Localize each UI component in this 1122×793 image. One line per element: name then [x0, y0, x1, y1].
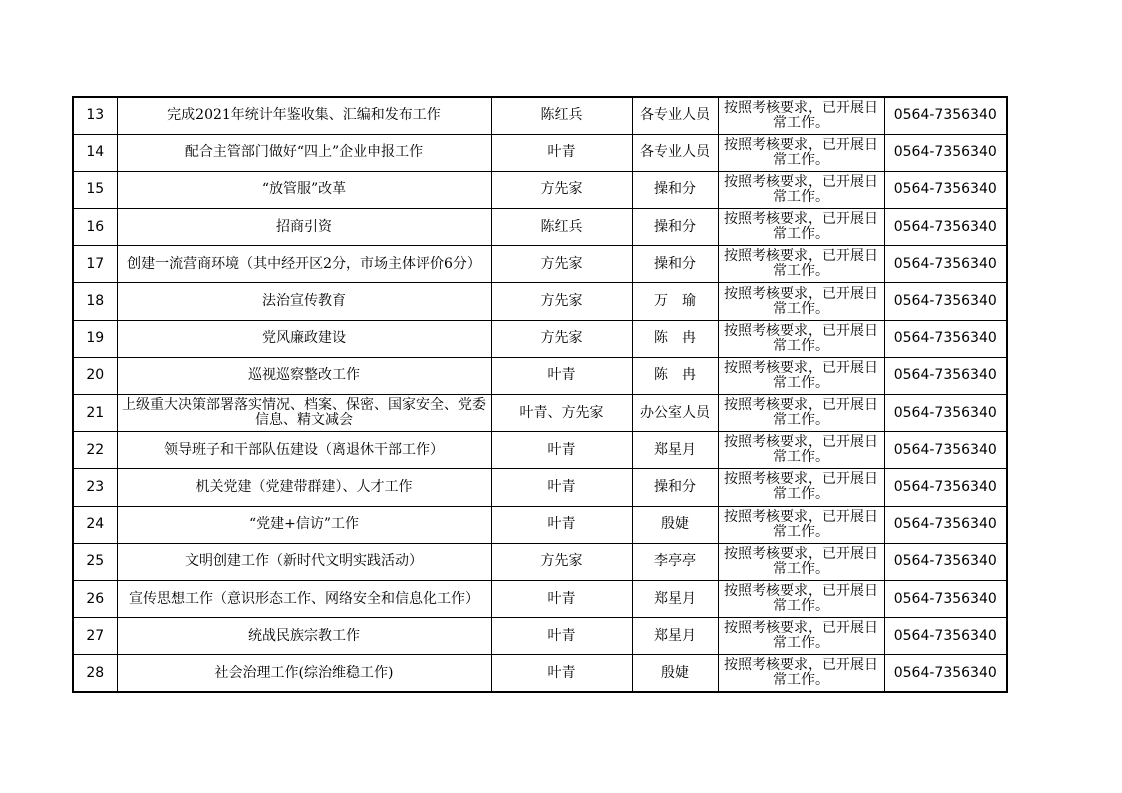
- progress-status: 按照考核要求，已开展日常工作。: [718, 283, 884, 320]
- contact-phone: 0564-7356340: [884, 395, 1007, 432]
- contact-phone: 0564-7356340: [884, 655, 1007, 692]
- table-row: [73, 432, 1007, 469]
- progress-status: 按照考核要求，已开展日常工作。: [718, 580, 884, 617]
- row-number: 17: [73, 246, 117, 283]
- task-name: 巡视巡察整改工作: [117, 357, 491, 394]
- responsible-person: 操和分: [632, 209, 718, 246]
- table-row: [73, 283, 1007, 320]
- task-table: [72, 96, 1008, 693]
- contact-phone: 0564-7356340: [884, 580, 1007, 617]
- task-name: 领导班子和干部队伍建设（离退休干部工作）: [117, 432, 491, 469]
- row-number: 23: [73, 469, 117, 506]
- lead-person: 叶青: [491, 506, 632, 543]
- lead-person: 叶青: [491, 655, 632, 692]
- responsible-person: 万 瑜: [632, 283, 718, 320]
- responsible-person: 殷婕: [632, 506, 718, 543]
- row-number: 26: [73, 580, 117, 617]
- progress-status: 按照考核要求，已开展日常工作。: [718, 171, 884, 208]
- progress-status: 按照考核要求，已开展日常工作。: [718, 655, 884, 692]
- lead-person: 方先家: [491, 543, 632, 580]
- contact-phone: 0564-7356340: [884, 171, 1007, 208]
- contact-phone: 0564-7356340: [884, 209, 1007, 246]
- progress-status: 按照考核要求，已开展日常工作。: [718, 506, 884, 543]
- contact-phone: 0564-7356340: [884, 246, 1007, 283]
- task-name: 上级重大决策部署落实情况、档案、保密、国家安全、党委信息、精文减会: [117, 395, 491, 432]
- table-row: [73, 580, 1007, 617]
- table-row: [73, 320, 1007, 357]
- lead-person: 叶青: [491, 432, 632, 469]
- contact-phone: 0564-7356340: [884, 320, 1007, 357]
- progress-status: 按照考核要求，已开展日常工作。: [718, 246, 884, 283]
- row-number: 25: [73, 543, 117, 580]
- task-name: “放管服”改革: [117, 171, 491, 208]
- responsible-person: 郑星月: [632, 580, 718, 617]
- task-name: 党风廉政建设: [117, 320, 491, 357]
- task-name: “党建+信访”工作: [117, 506, 491, 543]
- lead-person: 叶青、方先家: [491, 395, 632, 432]
- table-row: [73, 171, 1007, 208]
- task-name: 文明创建工作（新时代文明实践活动）: [117, 543, 491, 580]
- responsible-person: 郑星月: [632, 618, 718, 655]
- lead-person: 方先家: [491, 320, 632, 357]
- contact-phone: 0564-7356340: [884, 506, 1007, 543]
- row-number: 24: [73, 506, 117, 543]
- responsible-person: 郑星月: [632, 432, 718, 469]
- row-number: 21: [73, 395, 117, 432]
- progress-status: 按照考核要求，已开展日常工作。: [718, 395, 884, 432]
- row-number: 28: [73, 655, 117, 692]
- progress-status: 按照考核要求，已开展日常工作。: [718, 432, 884, 469]
- row-number: 14: [73, 134, 117, 171]
- task-name: 统战民族宗教工作: [117, 618, 491, 655]
- table-row: [73, 97, 1007, 134]
- table-row: [73, 134, 1007, 171]
- task-name: 完成2021年统计年鉴收集、汇编和发布工作: [117, 97, 491, 134]
- progress-status: 按照考核要求，已开展日常工作。: [718, 209, 884, 246]
- contact-phone: 0564-7356340: [884, 134, 1007, 171]
- responsible-person: 操和分: [632, 246, 718, 283]
- contact-phone: 0564-7356340: [884, 283, 1007, 320]
- contact-phone: 0564-7356340: [884, 357, 1007, 394]
- task-name: 创建一流营商环境（其中经开区2分，市场主体评价6分）: [117, 246, 491, 283]
- responsible-person: 陈 冉: [632, 357, 718, 394]
- responsible-person: 李亭亭: [632, 543, 718, 580]
- responsible-person: 操和分: [632, 171, 718, 208]
- contact-phone: 0564-7356340: [884, 618, 1007, 655]
- lead-person: 叶青: [491, 357, 632, 394]
- task-name: 配合主管部门做好“四上”企业申报工作: [117, 134, 491, 171]
- contact-phone: 0564-7356340: [884, 432, 1007, 469]
- progress-status: 按照考核要求，已开展日常工作。: [718, 357, 884, 394]
- lead-person: 方先家: [491, 246, 632, 283]
- responsible-person: 办公室人员: [632, 395, 718, 432]
- table-row: [73, 209, 1007, 246]
- task-name: 社会治理工作(综治维稳工作): [117, 655, 491, 692]
- row-number: 15: [73, 171, 117, 208]
- table-row: [73, 655, 1007, 692]
- progress-status: 按照考核要求，已开展日常工作。: [718, 469, 884, 506]
- progress-status: 按照考核要求，已开展日常工作。: [718, 543, 884, 580]
- lead-person: 叶青: [491, 134, 632, 171]
- table-row: [73, 469, 1007, 506]
- row-number: 16: [73, 209, 117, 246]
- lead-person: 叶青: [491, 618, 632, 655]
- table-row: [73, 618, 1007, 655]
- task-name: 宣传思想工作（意识形态工作、网络安全和信息化工作）: [117, 580, 491, 617]
- lead-person: 叶青: [491, 469, 632, 506]
- contact-phone: 0564-7356340: [884, 97, 1007, 134]
- responsible-person: 陈 冉: [632, 320, 718, 357]
- contact-phone: 0564-7356340: [884, 469, 1007, 506]
- responsible-person: 各专业人员: [632, 134, 718, 171]
- table-row: [73, 357, 1007, 394]
- lead-person: 方先家: [491, 171, 632, 208]
- task-name: 招商引资: [117, 209, 491, 246]
- lead-person: 方先家: [491, 283, 632, 320]
- task-name: 机关党建（党建带群建）、人才工作: [117, 469, 491, 506]
- progress-status: 按照考核要求，已开展日常工作。: [718, 320, 884, 357]
- responsible-person: 殷婕: [632, 655, 718, 692]
- responsible-person: 操和分: [632, 469, 718, 506]
- progress-status: 按照考核要求，已开展日常工作。: [718, 134, 884, 171]
- row-number: 22: [73, 432, 117, 469]
- table-row: [73, 395, 1007, 432]
- row-number: 13: [73, 97, 117, 134]
- responsible-person: 各专业人员: [632, 97, 718, 134]
- lead-person: 陈红兵: [491, 97, 632, 134]
- lead-person: 叶青: [491, 580, 632, 617]
- progress-status: 按照考核要求，已开展日常工作。: [718, 618, 884, 655]
- row-number: 27: [73, 618, 117, 655]
- lead-person: 陈红兵: [491, 209, 632, 246]
- table-row: [73, 506, 1007, 543]
- task-name: 法治宣传教育: [117, 283, 491, 320]
- row-number: 18: [73, 283, 117, 320]
- row-number: 20: [73, 357, 117, 394]
- task-table-body: [73, 97, 1007, 692]
- progress-status: 按照考核要求，已开展日常工作。: [718, 97, 884, 134]
- contact-phone: 0564-7356340: [884, 543, 1007, 580]
- table-row: [73, 246, 1007, 283]
- table-row: [73, 543, 1007, 580]
- row-number: 19: [73, 320, 117, 357]
